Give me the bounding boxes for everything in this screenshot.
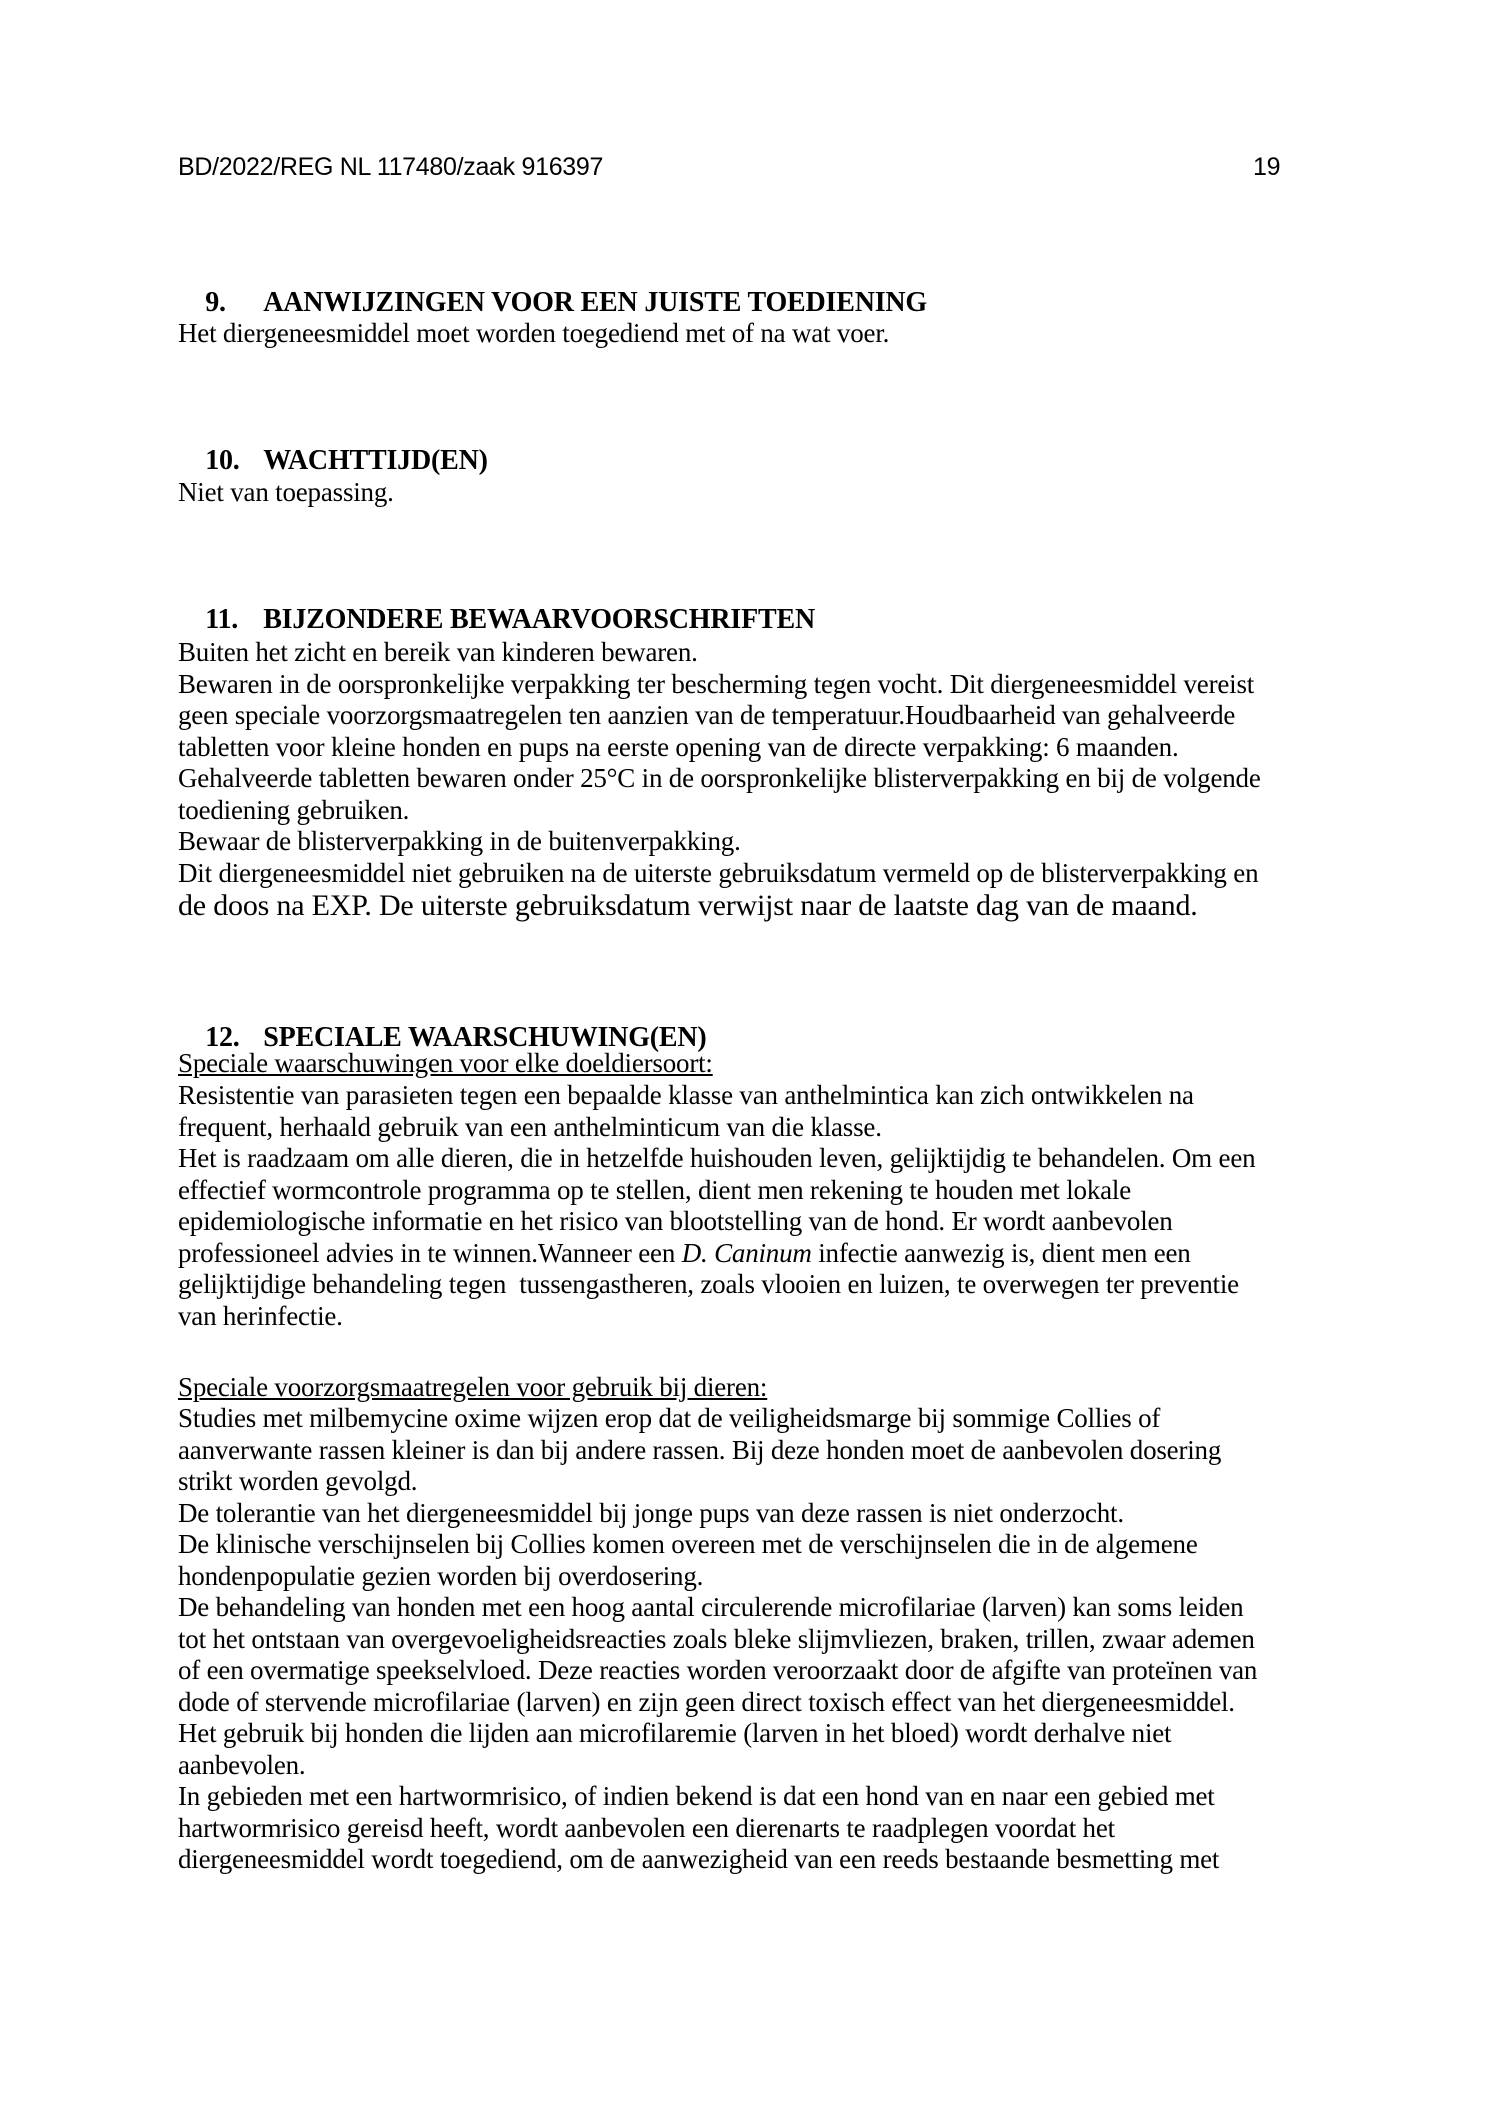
section-11-number: 11. bbox=[205, 603, 239, 635]
text-line: Bewaar de blisterverpakking in de buitenverpakking. bbox=[178, 826, 741, 856]
text-line: In gebieden met een hartwormrisico, of indien bekend is dat een hond van en naar een gebied met bbox=[178, 1781, 1215, 1811]
text-line: aanbevolen. bbox=[178, 1749, 306, 1780]
text-line: De klinische verschijnselen bij Collies komen overeen met de verschijnselen die in de algemene bbox=[178, 1529, 1198, 1559]
text-line: effectief wormcontrole programma op te stellen, dient men rekening te houden met lokale bbox=[178, 1174, 1132, 1205]
text-line: epidemiologische informatie en het risico van blootstelling van de hond. Er wordt aanbevolen bbox=[178, 1206, 1173, 1236]
section-9-number: 9. bbox=[205, 286, 226, 318]
text-line: Niet van toepassing. bbox=[178, 477, 394, 507]
text-line: tot het ontstaan van overgevoeligheidsreacties zoals bleke slijmvliezen, braken, trillen, zwaar ademen bbox=[178, 1623, 1255, 1654]
text-line: gelijktijdige behandeling tegen tussengastheren, zoals vlooien en luizen, te overwegen ter preventie bbox=[178, 1269, 1239, 1299]
section-11-body bbox=[178, 637, 1261, 923]
text-line: of een overmatige speekselvloed. Deze reacties worden veroorzaakt door de afgifte van proteïnen van bbox=[178, 1655, 1258, 1685]
subsection-target-species-heading: Speciale waarschuwingen voor elke doeldiersoort: bbox=[178, 1048, 713, 1078]
text-line: tabletten voor kleine honden en pups na eerste opening van de directe verpakking: 6 maanden. bbox=[178, 731, 1179, 762]
text-line: toediening gebruiken. bbox=[178, 794, 410, 825]
text-line: Buiten het zicht en bereik van kinderen bewaren. bbox=[178, 637, 698, 667]
text-line: Resistentie van parasieten tegen een bepaalde klasse van anthelmintica kan zich ontwikkelen na bbox=[178, 1080, 1194, 1110]
subsection-precautions-body bbox=[178, 1403, 1257, 1876]
text-line: hondenpopulatie gezien worden bij overdosering. bbox=[178, 1560, 704, 1591]
text-line: De tolerantie van het diergeneesmiddel bij jonge pups van deze rassen is niet onderzocht. bbox=[178, 1497, 1124, 1528]
text-line: Gehalveerde tabletten bewaren onder 25°C in de oorspronkelijke blisterverpakking en bij de volgende bbox=[178, 763, 1261, 793]
text-line: Dit diergeneesmiddel niet gebruiken na de uiterste gebruiksdatum vermeld op de blisterverpakking en bbox=[178, 857, 1259, 888]
text-line: aanverwante rassen kleiner is dan bij andere rassen. Bij deze honden moet de aanbevolen dosering bbox=[178, 1434, 1222, 1465]
text-line: frequent, herhaald gebruik van een anthelminticum van die klasse. bbox=[178, 1111, 882, 1142]
text-line: van herinfectie. bbox=[178, 1300, 343, 1331]
section-12-number: 12. bbox=[205, 1021, 240, 1053]
text-line: Het gebruik bij honden die lijden aan microfilaremie (larven in het bloed) wordt derhalve niet bbox=[178, 1718, 1172, 1748]
section-11-title: BIJZONDERE BEWAARVOORSCHRIFTEN bbox=[263, 603, 815, 635]
text-line: Het is raadzaam om alle dieren, die in hetzelfde huishouden leven, gelijktijdig te behandelen. Om een bbox=[178, 1143, 1256, 1173]
text-line: Het diergeneesmiddel moet worden toegediend met of na wat voer. bbox=[178, 318, 890, 348]
subsection-target-species-body bbox=[178, 1080, 1255, 1332]
text-line: de doos na EXP. De uiterste gebruiksdatum verwijst naar de laatste dag van de maand. bbox=[178, 889, 1198, 922]
text-line: dode of stervende microfilariae (larven) en zijn geen direct toxisch effect van het diergeneesmiddel. bbox=[178, 1686, 1235, 1717]
text-line: De behandeling van honden met een hoog aantal circulerende microfilariae (larven) kan soms leiden bbox=[178, 1592, 1244, 1622]
section-9-title: AANWIJZINGEN VOOR EEN JUISTE TOEDIENING bbox=[263, 286, 928, 318]
section-12-title: SPECIALE WAARSCHUWING(EN) bbox=[263, 1021, 707, 1053]
section-10-body bbox=[178, 477, 394, 509]
section-9-body bbox=[178, 318, 889, 350]
document-reference: BD/2022/REG NL 117480/zaak 916397 bbox=[178, 153, 604, 181]
text-line: strikt worden gevolgd. bbox=[178, 1466, 418, 1496]
text-line: Bewaren in de oorspronkelijke verpakking ter bescherming tegen vocht. Dit diergeneesmiddel vereist bbox=[178, 668, 1255, 699]
text-line: Studies met milbemycine oxime wijzen erop dat de veiligheidsmarge bij sommige Collies of bbox=[178, 1403, 1161, 1433]
text-line: hartwormrisico gereisd heeft, wordt aanbevolen een dierenarts te raadplegen voordat het bbox=[178, 1812, 1115, 1843]
text-line: geen speciale voorzorgsmaatregelen ten aanzien van de temperatuur.Houdbaarheid van gehalveerde bbox=[178, 700, 1236, 730]
text-line: professioneel advies in te winnen.Wanneer een D. Caninum infectie aanwezig is, dient men een bbox=[178, 1237, 1191, 1268]
subsection-precautions-heading: Speciale voorzorgsmaatregelen voor gebruik bij dieren: bbox=[178, 1372, 768, 1402]
section-10-title: WACHTTIJD(EN) bbox=[263, 444, 488, 476]
page-number: 19 bbox=[1253, 153, 1281, 181]
section-10-number: 10. bbox=[205, 444, 240, 476]
text-line: diergeneesmiddel wordt toegediend, om de aanwezigheid van een reeds bestaande besmetting met bbox=[178, 1844, 1220, 1874]
